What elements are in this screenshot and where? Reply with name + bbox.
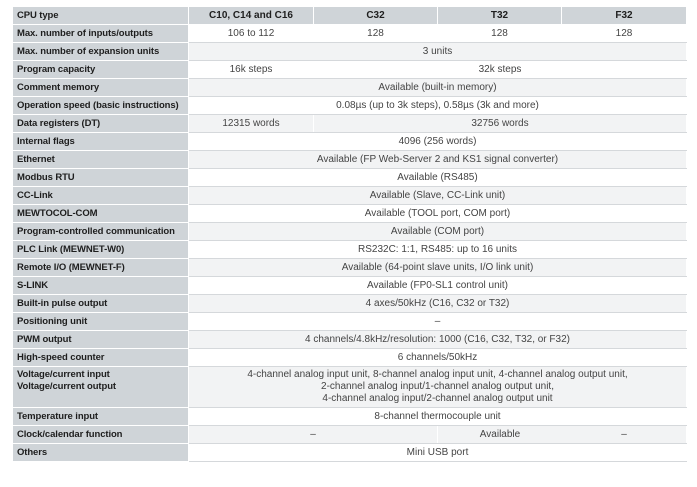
table-row xyxy=(13,79,687,97)
row-label: PLC Link (MEWNET-W0) xyxy=(13,241,189,259)
table-row xyxy=(13,313,687,331)
cell-value: 0.08µs (up to 3k steps), 0.58µs (3k and more) xyxy=(189,97,687,115)
table-row xyxy=(13,115,687,133)
cpu-spec-table xyxy=(12,6,687,462)
row-label: Internal flags xyxy=(13,133,189,151)
row-label: PWM output xyxy=(13,331,189,349)
table-row xyxy=(13,187,687,205)
row-label-line: Voltage/current output xyxy=(17,381,116,392)
table-row xyxy=(13,408,687,426)
cell-value: 4096 (256 words) xyxy=(189,133,687,151)
row-label: Clock/calendar function xyxy=(13,426,189,444)
row-label: MEWTOCOL-COM xyxy=(13,205,189,223)
table-row xyxy=(13,169,687,187)
cell-value: 32k steps xyxy=(314,61,687,79)
table-row xyxy=(13,133,687,151)
row-label: Ethernet xyxy=(13,151,189,169)
table-row xyxy=(13,259,687,277)
cell-value: 128 xyxy=(438,25,562,43)
cell-value: 106 to 112 xyxy=(189,25,314,43)
cell-value-line: 4-channel analog input/2-channel analog output unit xyxy=(322,393,553,404)
table-row xyxy=(13,151,687,169)
cell-value: 8-channel thermocouple unit xyxy=(189,408,687,426)
cell-value: Available (COM port) xyxy=(189,223,687,241)
cell-value: Available (built-in memory) xyxy=(189,79,687,97)
cell-value xyxy=(438,426,687,444)
table-row xyxy=(13,61,687,79)
col-header-c10-c14-c16: C10, C14 and C16 xyxy=(189,7,314,25)
cell-value: 128 xyxy=(314,25,438,43)
row-label: Built-in pulse output xyxy=(13,295,189,313)
cell-value xyxy=(189,367,687,408)
cell-value: – xyxy=(189,426,438,444)
row-label: Modbus RTU xyxy=(13,169,189,187)
table-row xyxy=(13,25,687,43)
row-label: Operation speed (basic instructions) xyxy=(13,97,189,115)
cell-value-line: 4-channel analog input unit, 8-channel analog input unit, 4-channel analog output unit, xyxy=(247,369,628,380)
cell-value: Available (FP0-SL1 control unit) xyxy=(189,277,687,295)
table-row xyxy=(13,241,687,259)
cell-value: Available (TOOL port, COM port) xyxy=(189,205,687,223)
row-label: Program capacity xyxy=(13,61,189,79)
cell-value: RS232C: 1:1, RS485: up to 16 units xyxy=(189,241,687,259)
cell-value: Mini USB port xyxy=(189,444,687,462)
row-label: CC-Link xyxy=(13,187,189,205)
row-label: High-speed counter xyxy=(13,349,189,367)
cell-value: Available (64-point slave units, I/O link unit) xyxy=(189,259,687,277)
cell-value: 128 xyxy=(562,25,687,43)
table-row xyxy=(13,331,687,349)
table-row xyxy=(13,205,687,223)
row-label: Remote I/O (MEWNET-F) xyxy=(13,259,189,277)
cell-value: 4 axes/50kHz (C16, C32 or T32) xyxy=(189,295,687,313)
table-row xyxy=(13,277,687,295)
table-row xyxy=(13,43,687,61)
table-row xyxy=(13,349,687,367)
row-label: Positioning unit xyxy=(13,313,189,331)
cell-value-available: Available xyxy=(479,429,521,440)
cell-value: Available (Slave, CC-Link unit) xyxy=(189,187,687,205)
header-label: CPU type xyxy=(13,7,189,25)
row-label: Max. number of expansion units xyxy=(13,43,189,61)
row-label: Data registers (DT) xyxy=(13,115,189,133)
row-label: S-LINK xyxy=(13,277,189,295)
cell-value: 3 units xyxy=(189,43,687,61)
table-row xyxy=(13,367,687,408)
header-row xyxy=(13,7,687,25)
cell-value: Available (FP Web-Server 2 and KS1 signal converter) xyxy=(189,151,687,169)
cell-value: 4 channels/4.8kHz/resolution: 1000 (C16, C32, T32, or F32) xyxy=(189,331,687,349)
table-row xyxy=(13,223,687,241)
cell-value: 12315 words xyxy=(189,115,314,133)
cell-value-dash: – xyxy=(621,429,627,440)
row-label xyxy=(13,367,189,408)
row-label: Program-controlled communication xyxy=(13,223,189,241)
col-header-c32: C32 xyxy=(314,7,438,25)
cell-value: Available (RS485) xyxy=(189,169,687,187)
table-row xyxy=(13,426,687,444)
row-label: Temperature input xyxy=(13,408,189,426)
row-label-line: Voltage/current input xyxy=(17,369,110,380)
table-row xyxy=(13,444,687,462)
cell-value: 32756 words xyxy=(314,115,687,133)
table-row xyxy=(13,97,687,115)
col-header-f32: F32 xyxy=(562,7,687,25)
row-label: Max. number of inputs/outputs xyxy=(13,25,189,43)
cell-value: 16k steps xyxy=(189,61,314,79)
row-label: Others xyxy=(13,444,189,462)
cell-value-line: 2-channel analog input/1-channel analog output unit, xyxy=(321,381,554,392)
col-header-t32: T32 xyxy=(438,7,562,25)
cell-value: 6 channels/50kHz xyxy=(189,349,687,367)
cell-value: – xyxy=(189,313,687,331)
row-label: Comment memory xyxy=(13,79,189,97)
table-row xyxy=(13,295,687,313)
